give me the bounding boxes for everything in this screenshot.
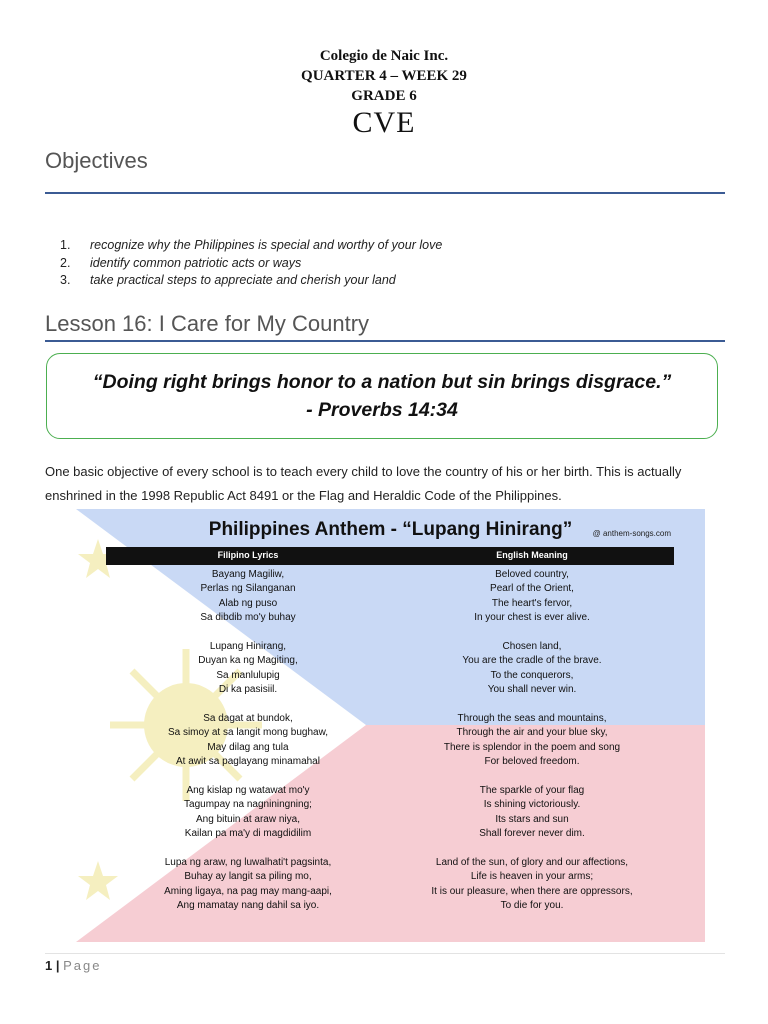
objective-item [60,237,442,255]
english-lyric-line: Is shining victoriously. [483,799,581,811]
english-lyric-line: For beloved freedom. [484,756,580,768]
objectives-list [60,237,442,290]
english-lyric-line: Its stars and sun [495,813,569,825]
lesson-heading: Lesson 16: I Care for My Country [45,311,370,336]
filipino-lyric-stanza [106,856,390,914]
document-header [0,46,768,142]
lesson-rule [45,340,725,342]
filipino-lyric-line: Lupa ng araw, ng luwalhati't pagsinta, [164,857,332,869]
english-lyric-stanza [390,640,674,698]
english-lyric-line: Pearl of the Orient, [490,583,574,595]
filipino-lyric-line: At awit sa paglayang minamahal [176,756,320,768]
filipino-lyric-line: Aming ligaya, na pag may mang-aapi, [164,885,332,897]
filipino-lyric-line: Ang kislap ng watawat mo'y [186,785,310,797]
anthem-title: Philippines Anthem - “Lupang Hinirang” [208,519,573,540]
objective-item [60,272,442,290]
objectives-rule [45,192,725,194]
english-lyric-line: You shall never win. [487,684,577,696]
english-lyric-line: To the conquerors, [490,669,574,681]
filipino-lyric-line: Buhay ay langit sa piling mo, [184,871,312,883]
anthem-source: @ anthem-songs.com [592,529,671,538]
english-lyric-line: The sparkle of your flag [479,785,585,797]
filipino-lyric-line: Ang bituin at araw niya, [196,813,300,825]
objective-text: recognize why the Philippines is special and worthy of your love [90,238,443,252]
english-lyric-stanza [390,784,674,842]
filipino-lyric-line: Sa dagat at bundok, [203,713,293,725]
english-lyric-line: Shall forever never dim. [479,828,585,840]
objective-number: 2. [60,255,71,270]
subject-title: CVE [352,106,416,139]
filipino-lyric-stanza [106,784,390,842]
filipino-lyric-line: Sa manlulupig [216,669,280,681]
english-lyric-line: To die for you. [500,900,564,912]
filipino-lyric-line: Alab ng puso [218,597,278,609]
filipino-lyric-line: May dilag ang tula [207,741,289,753]
english-meaning-column [390,568,674,928]
english-lyric-stanza [390,712,674,770]
filipino-column-header: Filipino Lyrics [217,550,279,560]
objective-number: 3. [60,273,71,287]
filipino-lyric-stanza [106,640,390,698]
objectives-heading: Objectives [45,148,148,173]
filipino-lyric-line: Ang mamatay nang dahil sa iyo. [176,900,320,912]
english-lyric-stanza [390,568,674,626]
filipino-lyric-line: Sa simoy at sa langit mong bughaw, [167,727,329,739]
english-lyric-line: Chosen land, [502,641,562,653]
filipino-lyric-line: Bayang Magiliw, [211,569,285,580]
filipino-lyric-line: Duyan ka ng Magiting, [198,655,298,667]
quote-box [46,353,718,439]
bible-quote: “Doing right brings honor to a nation but sin brings disgrace.” - Proverbs 14:34 [92,371,672,421]
page-label: Page [63,958,102,973]
objective-text: identify common patriotic acts or ways [90,255,302,270]
filipino-lyrics-column [106,568,390,928]
english-lyric-line: Through the air and your blue sky, [456,727,608,739]
english-lyric-line: There is splendor in the poem and song [443,741,621,753]
page-footer [45,958,101,973]
english-column-header: English Meaning [496,550,568,560]
quarter-week: QUARTER 4 – WEEK 29 [301,68,467,84]
anthem-image [76,509,705,942]
objective-item [60,255,442,273]
filipino-lyric-line: Perlas ng Silanganan [200,583,296,595]
english-lyric-line: Beloved country, [495,569,569,580]
grade-level: GRADE 6 [351,88,417,104]
school-name: Colegio de Naic Inc. [319,48,449,64]
english-lyric-line: Land of the sun, of glory and our affections, [435,857,629,869]
english-lyric-line: Life is heaven in your arms; [470,871,594,883]
english-lyric-line: The heart's fervor, [491,597,573,609]
filipino-lyric-line: Sa dibdib mo'y buhay [200,612,296,624]
filipino-lyric-line: Kailan pa ma'y di magdidilim [184,828,312,840]
page-number: 1 [45,958,53,973]
objective-number: 1. [60,238,71,252]
filipino-lyric-line: Di ka pasisiil. [218,684,278,696]
anthem-column-header-bar [106,547,674,565]
footer-rule [45,953,725,954]
filipino-lyric-stanza [106,568,390,626]
english-lyric-line: In your chest is ever alive. [474,612,590,624]
page-separator: | [52,958,64,973]
english-lyric-stanza [390,856,674,914]
english-lyric-line: It is our pleasure, when there are oppressors, [431,885,633,897]
english-lyric-line: Through the seas and mountains, [457,713,607,725]
objective-text: take practical steps to appreciate and cherish your land [90,273,396,287]
filipino-lyric-stanza [106,712,390,770]
intro-paragraph: One basic objective of every school is to teach every child to love the country of his or her birth. This is actually enshrined in the 1998 Republic Act 8491 or the Flag and Heraldic Code of the Philippines. [45,464,682,503]
filipino-lyric-line: Tagumpay na nagniningning; [184,799,312,811]
english-lyric-line: You are the cradle of the brave. [462,655,602,667]
filipino-lyric-line: Lupang Hinirang, [209,641,287,653]
